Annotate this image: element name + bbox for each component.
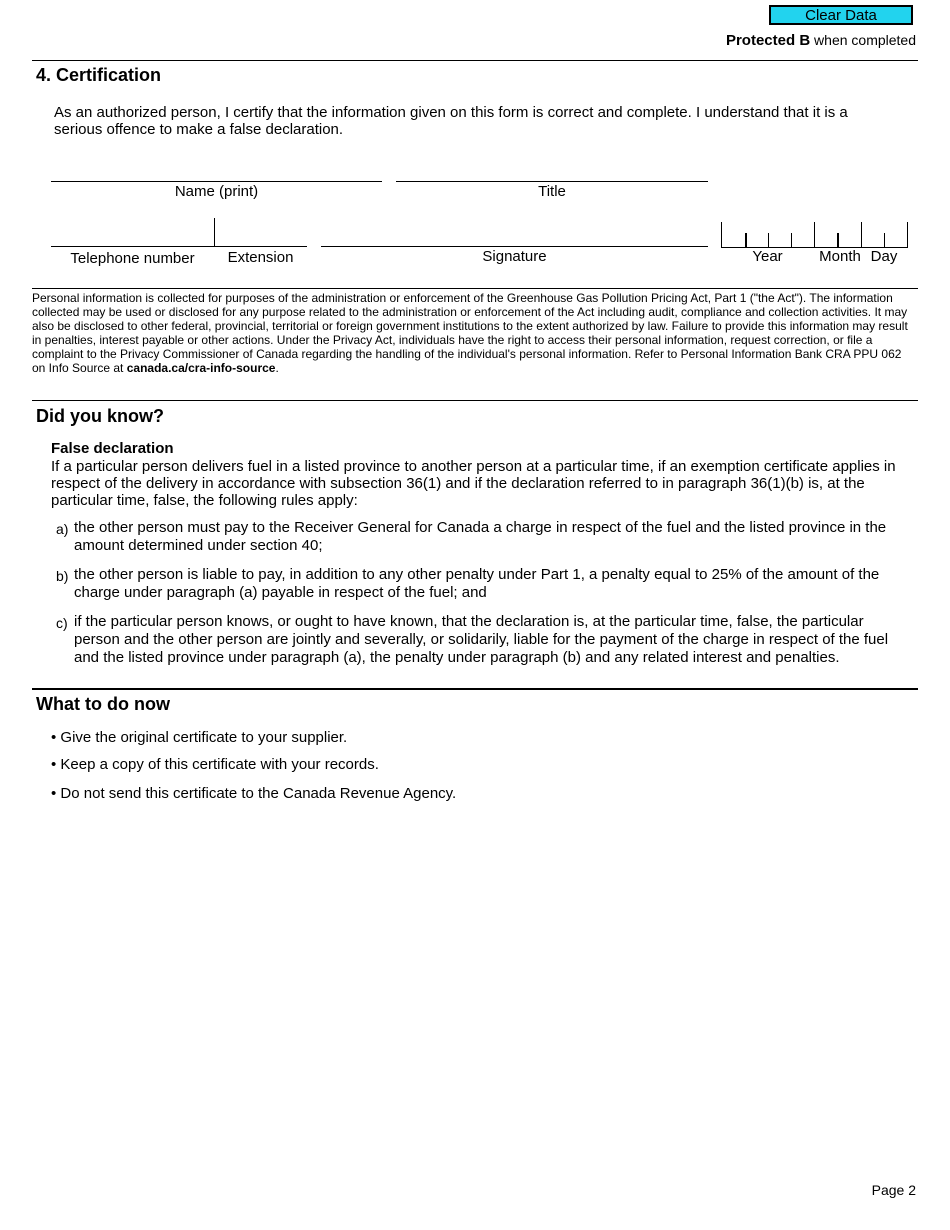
protected-b-notice bbox=[726, 32, 916, 49]
list-item-text: if the particular person knows, or ought to have known, that the declaration is, at the particular time, false, the particular person and the other person are jointly and severally, or solidarily, liable for the payment of the charge in respect of the fuel and the listed province under paragraph (a), the penalty under paragraph (b) and any related interest and penalties. bbox=[74, 613, 889, 666]
telephone-field[interactable] bbox=[51, 246, 307, 247]
protected-b-suffix: when completed bbox=[810, 32, 916, 48]
privacy-notice bbox=[32, 291, 912, 375]
signature-label: Signature bbox=[482, 248, 547, 265]
list-item: • Do not send this certificate to the Canada Revenue Agency. bbox=[51, 785, 457, 802]
list-item: • Give the original certificate to your supplier. bbox=[51, 729, 348, 746]
title-label: Title bbox=[538, 183, 566, 200]
extension-label: Extension bbox=[227, 249, 294, 266]
page-number: Page 2 bbox=[871, 1182, 916, 1198]
list-item-text: the other person must pay to the Receiver General for Canada a charge in respect of the fuel and the listed province in the amount determined under section 40; bbox=[74, 519, 887, 554]
section-divider bbox=[32, 400, 918, 401]
privacy-end: . bbox=[275, 361, 279, 375]
list-marker: a) bbox=[56, 521, 69, 537]
did-you-know-heading: Did you know? bbox=[36, 406, 164, 426]
telephone-label: Telephone number bbox=[70, 250, 195, 267]
info-source-link: canada.ca/cra-info-source bbox=[126, 361, 276, 375]
month-label: Month bbox=[819, 248, 861, 265]
list-marker: b) bbox=[56, 568, 69, 584]
name-field[interactable] bbox=[51, 181, 382, 182]
certification-heading: 4. Certification bbox=[36, 65, 162, 85]
list-item: • Keep a copy of this certificate with your records. bbox=[51, 756, 379, 773]
false-declaration-intro: If a particular person delivers fuel in a listed province to another person at a particular time, if an exemption certificate applies in respect of the delivery in accordance with subsection 36(1) and if the declaration referred to in paragraph 36(1)(b) is, at the particular time, false, the following rules apply: bbox=[51, 458, 896, 509]
section-divider bbox=[32, 688, 918, 690]
year-label: Year bbox=[752, 248, 783, 265]
title-field[interactable] bbox=[396, 181, 708, 182]
name-label: Name (print) bbox=[174, 183, 259, 200]
date-field[interactable] bbox=[721, 222, 908, 248]
section-divider bbox=[32, 60, 918, 61]
list-item bbox=[56, 566, 901, 602]
false-declaration-subtitle: False declaration bbox=[51, 440, 174, 457]
list-item-text: the other person is liable to pay, in addition to any other penalty under Part 1, a penalty equal to 25% of the amount of the charge under paragraph (a) payable in respect of the fuel; and bbox=[74, 566, 880, 601]
day-label: Day bbox=[870, 248, 898, 265]
list-marker: c) bbox=[56, 615, 68, 631]
list-item bbox=[56, 519, 901, 555]
extension-divider bbox=[214, 218, 215, 246]
what-to-do-heading: What to do now bbox=[36, 694, 170, 714]
list-item bbox=[56, 613, 901, 667]
privacy-text: Personal information is collected for purposes of the administration or enforcement of the Greenhouse Gas Pollution Pricing Act, Part 1 ("the Act"). The information collected may be used or disclosed for any purpose related to the administration or enforcement of the Act including audit, compliance and collection activities. It may also be disclosed to other federal, provincial, territorial or foreign government institutions to the extent authorized by law. Failure to provide this information may result in penalties, interest payable or other actions. Under the Privacy Act, individuals have the right to access their personal information, request correction, or file a complaint to the Privacy Commissioner of Canada regarding the handling of the individual's personal information. Refer to Personal Information Bank CRA PPU 062 on Info Source at bbox=[32, 291, 908, 375]
section-divider bbox=[32, 288, 918, 289]
certification-statement: As an authorized person, I certify that the information given on this form is correct and complete. I understand that it is a serious offence to make a false declaration. bbox=[54, 104, 848, 138]
clear-data-button[interactable]: Clear Data bbox=[769, 5, 913, 25]
protected-b-label: Protected B bbox=[725, 32, 811, 49]
signature-field[interactable] bbox=[321, 246, 708, 247]
